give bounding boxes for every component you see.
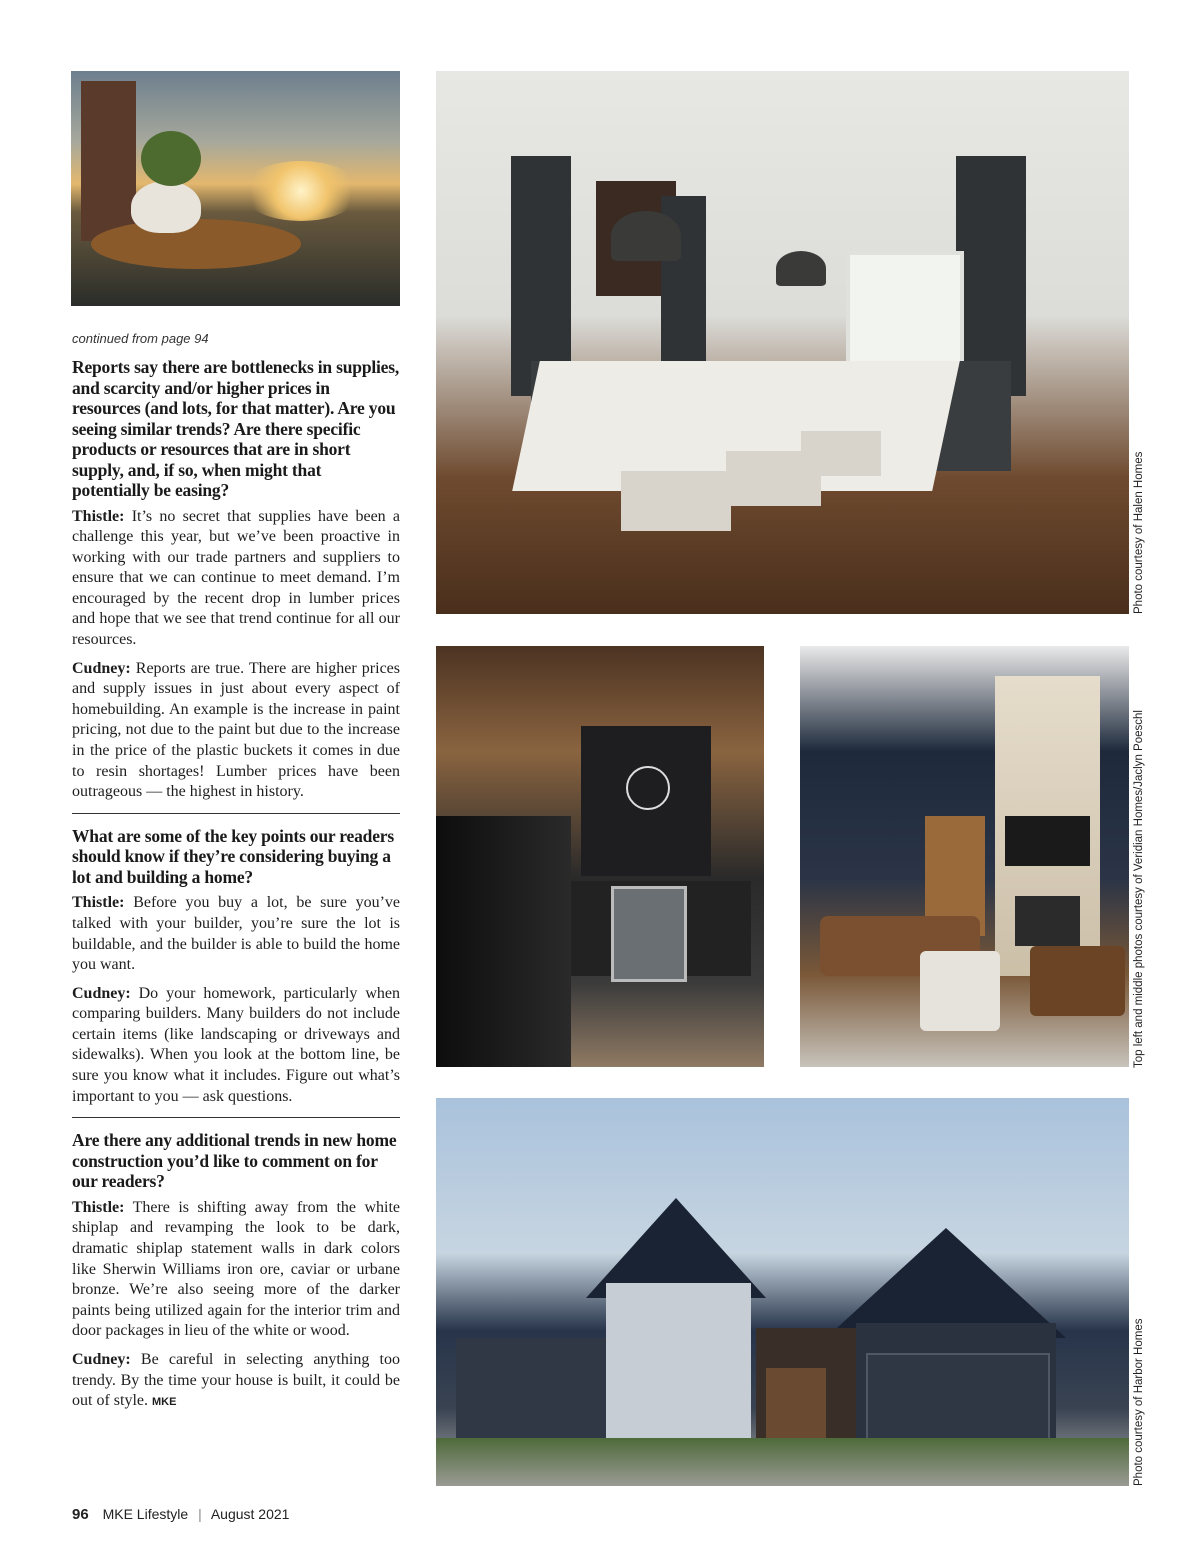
- answer-paragraph: [72, 984, 400, 1108]
- speaker-label: Thistle:: [72, 507, 125, 525]
- speaker-label: Cudney:: [72, 984, 131, 1002]
- answer-text: Be careful in selecting anything too trendy. By the time your house is built, it could be out of style.: [72, 1350, 400, 1410]
- answer-text: It’s no secret that supplies have been a challenge this year, but we’ve been proactive in working with our trade partners and suppliers to ensure that we can continue to meet demand. I’m encouraged by the recent drop in lumber prices and hope that we see that trend continue for all our resources.: [72, 507, 400, 649]
- question-heading: Reports say there are bottlenecks in supplies, and scarcity and/or higher prices in resources (and lots, for that matter). Are you seeing similar trends? Are there specific products or resources that are in short supply, and, if so, when might that potentially be easing?: [72, 357, 400, 500]
- answer-paragraph: [72, 507, 400, 651]
- answer-paragraph: [72, 659, 400, 803]
- section-divider: [72, 1117, 400, 1118]
- issue-date: August 2021: [210, 1506, 290, 1522]
- qa-section-1: [72, 357, 400, 803]
- page-footer: [72, 1506, 289, 1523]
- answer-paragraph: [72, 1350, 400, 1413]
- speaker-label: Cudney:: [72, 659, 131, 677]
- credit-house: Photo courtesy of Harbor Homes: [1133, 1318, 1145, 1486]
- answer-text: Do your homework, particularly when comparing builders. Many builders do not include certain items (like landscaping or driveways and sidewalks). When you look at the bottom line, be sure you know what it includes. Figure out what’s important to you — ask questions.: [72, 984, 400, 1105]
- credit-kitchen: Photo courtesy of Halen Homes: [1133, 451, 1145, 614]
- speaker-label: Thistle:: [72, 1198, 125, 1216]
- section-divider: [72, 813, 400, 814]
- publication-name: MKE Lifestyle: [102, 1506, 189, 1522]
- answer-paragraph: [72, 1198, 400, 1342]
- article-column: [72, 357, 400, 1421]
- photo-wet-bar: [436, 646, 764, 1067]
- photo-house-exterior: [436, 1098, 1129, 1486]
- credit-middle-photos: Top left and middle photos courtesy of Veridian Homes/Jaclyn Poeschl: [1133, 710, 1145, 1068]
- speaker-label: Thistle:: [72, 894, 125, 912]
- end-mark-logo: MKE: [152, 1396, 177, 1409]
- answer-paragraph: [72, 893, 400, 975]
- question-heading: What are some of the key points our readers should know if they’re considering buying a lot and building a home?: [72, 825, 394, 887]
- qa-section-2: [72, 826, 400, 1107]
- question-heading: Are there any additional trends in new home construction you’d like to comment on for our readers?: [72, 1130, 397, 1192]
- answer-text: There is shifting away from the white shiplap and revamping the look to be dark, dramatic shiplap statement walls in dark colors like Sherwin Williams iron ore, caviar or urbane bronze. We’re also seeing more of the darker paints being utilized again for the interior trim and door packages in lieu of the white or wood.: [72, 1198, 400, 1340]
- continued-from-note: continued from page 94: [72, 331, 209, 346]
- page-number: 96: [72, 1506, 89, 1523]
- qa-section-3: [72, 1130, 400, 1412]
- speaker-label: Cudney:: [72, 1350, 131, 1368]
- answer-text: Reports are true. There are higher prices and supply issues in just about every aspect of homebuilding. An example is the increase in paint pricing, not due to the paint but due to the increase in the price of the plastic buckets it comes in due to resin shortages! Lumber prices have been outrageous — the highest in history.: [72, 659, 400, 801]
- footer-separator: |: [198, 1506, 202, 1522]
- photo-patio-plant-tray: [71, 71, 400, 306]
- photo-kitchen: [436, 71, 1129, 614]
- answer-text: Before you buy a lot, be sure you’ve talked with your builder, you’re sure the lot is buildable, and the builder is able to build the home you want.: [72, 894, 400, 974]
- photo-living-room: [800, 646, 1129, 1067]
